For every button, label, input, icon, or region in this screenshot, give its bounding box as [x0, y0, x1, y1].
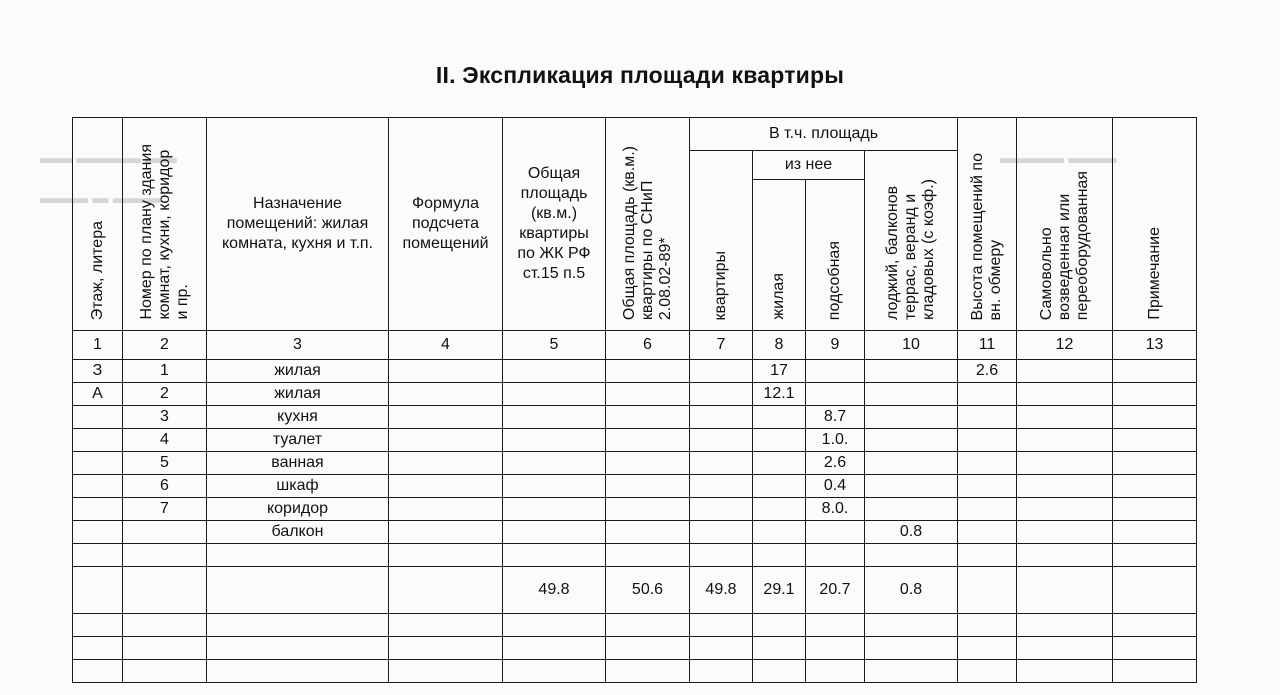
cell-col-5: [503, 406, 606, 429]
cell-col-11: [958, 475, 1017, 498]
table-row: [73, 429, 1197, 452]
cell-col-12: [1017, 429, 1113, 452]
table-row: [73, 498, 1197, 521]
cell-col-11: 11: [958, 331, 1017, 360]
cell-col-4: [389, 429, 503, 452]
cell-col-3: жилая: [207, 383, 389, 406]
cell-col-13: [1113, 498, 1197, 521]
cell-col-11: 2.6: [958, 360, 1017, 383]
cell-col-2: 2: [123, 383, 207, 406]
empty-row: [73, 660, 1197, 683]
cell-col-7: [690, 406, 753, 429]
header-apartment: квартиры: [690, 151, 753, 331]
cell-col-8: 12.1: [753, 383, 806, 406]
cell-col-4: [389, 452, 503, 475]
cell-col-1: [73, 452, 123, 475]
cell-col-8: [753, 498, 806, 521]
empty-row: [73, 637, 1197, 660]
cell-col-7: [690, 383, 753, 406]
cell-col-10: [865, 637, 958, 660]
cell-col-11: [958, 544, 1017, 567]
cell-col-5: [503, 383, 606, 406]
cell-col-13: [1113, 429, 1197, 452]
cell-col-6: [606, 360, 690, 383]
bleed-through-text: ▬▬▬ ▬ ▬▬▬: [40, 190, 161, 207]
table-row: [73, 452, 1197, 475]
cell-col-7: [690, 429, 753, 452]
cell-col-10: 0.8: [865, 521, 958, 544]
cell-col-7: 7: [690, 331, 753, 360]
cell-col-9: 0.4: [806, 475, 865, 498]
cell-col-2: [123, 614, 207, 637]
cell-col-2: 7: [123, 498, 207, 521]
cell-col-13: [1113, 475, 1197, 498]
cell-col-9: 20.7: [806, 567, 865, 614]
cell-col-9: [806, 521, 865, 544]
cell-col-11: [958, 567, 1017, 614]
header-note: Примечание: [1113, 118, 1197, 331]
bleed-through-text: ▬▬ ▬▬▬▬ ▬▬: [40, 150, 177, 167]
cell-col-4: [389, 383, 503, 406]
cell-col-3: [207, 614, 389, 637]
cell-col-10: [865, 383, 958, 406]
cell-col-12: [1017, 360, 1113, 383]
empty-row: [73, 614, 1197, 637]
header-living: жилая: [753, 180, 806, 331]
cell-col-8: [753, 521, 806, 544]
cell-col-13: 13: [1113, 331, 1197, 360]
cell-col-5: [503, 544, 606, 567]
cell-col-3: [207, 567, 389, 614]
cell-col-13: [1113, 660, 1197, 683]
cell-col-8: [753, 637, 806, 660]
cell-col-6: [606, 406, 690, 429]
page-title: II. Экспликация площади квартиры: [435, 62, 845, 88]
cell-col-11: [958, 452, 1017, 475]
cell-col-3: 3: [207, 331, 389, 360]
table-row: [73, 475, 1197, 498]
cell-col-11: [958, 614, 1017, 637]
cell-col-4: [389, 498, 503, 521]
cell-col-1: А: [73, 383, 123, 406]
cell-col-2: 3: [123, 406, 207, 429]
cell-col-8: [753, 452, 806, 475]
cell-col-1: [73, 475, 123, 498]
cell-col-5: [503, 429, 606, 452]
cell-col-1: [73, 567, 123, 614]
cell-col-12: [1017, 637, 1113, 660]
cell-col-8: 8: [753, 331, 806, 360]
cell-col-6: [606, 498, 690, 521]
cell-col-2: [123, 544, 207, 567]
cell-col-10: [865, 360, 958, 383]
cell-col-7: [690, 614, 753, 637]
cell-col-4: 4: [389, 331, 503, 360]
cell-col-3: кухня: [207, 406, 389, 429]
cell-col-2: [123, 637, 207, 660]
cell-col-6: [606, 429, 690, 452]
cell-col-11: [958, 637, 1017, 660]
cell-col-13: [1113, 406, 1197, 429]
cell-col-1: [73, 544, 123, 567]
cell-col-11: [958, 406, 1017, 429]
header-floor: Этаж, литера: [73, 118, 123, 331]
cell-col-10: 10: [865, 331, 958, 360]
cell-col-6: [606, 475, 690, 498]
cell-col-2: [123, 567, 207, 614]
cell-col-6: [606, 383, 690, 406]
cell-col-7: 49.8: [690, 567, 753, 614]
cell-col-1: [73, 521, 123, 544]
cell-col-10: [865, 544, 958, 567]
cell-col-11: [958, 521, 1017, 544]
cell-col-12: [1017, 452, 1113, 475]
cell-col-6: [606, 452, 690, 475]
header-height: Высота помещений по вн. обмеру: [958, 118, 1017, 331]
cell-col-3: [207, 544, 389, 567]
cell-col-13: [1113, 544, 1197, 567]
cell-col-9: [806, 383, 865, 406]
cell-col-3: туалет: [207, 429, 389, 452]
cell-col-7: [690, 360, 753, 383]
cell-col-1: З: [73, 360, 123, 383]
table-row: [73, 360, 1197, 383]
cell-col-6: [606, 637, 690, 660]
header-total-area-snip: Общая площадь (кв.м.) квартиры по СНиП 2.08.02-89*: [606, 118, 690, 331]
cell-col-7: [690, 637, 753, 660]
table-row: [73, 544, 1197, 567]
cell-col-7: [690, 475, 753, 498]
cell-col-2: 5: [123, 452, 207, 475]
cell-col-12: [1017, 475, 1113, 498]
cell-col-6: [606, 660, 690, 683]
cell-col-10: [865, 498, 958, 521]
cell-col-5: [503, 498, 606, 521]
cell-col-3: коридор: [207, 498, 389, 521]
cell-col-12: [1017, 498, 1113, 521]
cell-col-4: [389, 660, 503, 683]
cell-col-10: [865, 429, 958, 452]
cell-col-3: [207, 637, 389, 660]
cell-col-8: [753, 614, 806, 637]
cell-col-12: [1017, 614, 1113, 637]
cell-col-3: шкаф: [207, 475, 389, 498]
cell-col-8: 17: [753, 360, 806, 383]
cell-col-12: [1017, 521, 1113, 544]
cell-col-4: [389, 475, 503, 498]
cell-col-4: [389, 360, 503, 383]
table-row: [73, 383, 1197, 406]
cell-col-3: жилая: [207, 360, 389, 383]
cell-col-1: [73, 498, 123, 521]
cell-col-13: [1113, 360, 1197, 383]
cell-col-3: балкон: [207, 521, 389, 544]
cell-col-13: [1113, 567, 1197, 614]
header-of-it: из нее: [753, 151, 865, 180]
cell-col-7: [690, 498, 753, 521]
cell-col-3: [207, 660, 389, 683]
cell-col-6: [606, 521, 690, 544]
table-row: [73, 406, 1197, 429]
cell-col-8: [753, 660, 806, 683]
cell-col-9: [806, 637, 865, 660]
cell-col-8: [753, 429, 806, 452]
cell-col-11: [958, 429, 1017, 452]
cell-col-9: [806, 614, 865, 637]
cell-col-6: [606, 614, 690, 637]
cell-col-5: [503, 475, 606, 498]
cell-col-11: [958, 498, 1017, 521]
cell-col-12: 12: [1017, 331, 1113, 360]
cell-col-10: [865, 475, 958, 498]
cell-col-10: [865, 614, 958, 637]
cell-col-12: [1017, 383, 1113, 406]
cell-col-2: 1: [123, 360, 207, 383]
cell-col-5: [503, 660, 606, 683]
bleed-through-text: ▬▬▬▬ ▬▬▬: [1000, 150, 1117, 167]
cell-col-1: [73, 637, 123, 660]
cell-col-12: [1017, 544, 1113, 567]
cell-col-4: [389, 614, 503, 637]
cell-col-2: 2: [123, 331, 207, 360]
cell-col-4: [389, 521, 503, 544]
cell-col-1: [73, 660, 123, 683]
cell-col-5: [503, 614, 606, 637]
cell-col-1: [73, 614, 123, 637]
header-formula: Формула подсчета помещений: [389, 118, 503, 331]
cell-col-9: [806, 360, 865, 383]
cell-col-4: [389, 637, 503, 660]
cell-col-12: [1017, 406, 1113, 429]
totals-row: [73, 567, 1197, 614]
cell-col-8: [753, 406, 806, 429]
cell-col-5: [503, 360, 606, 383]
cell-col-3: ванная: [207, 452, 389, 475]
cell-col-6: 50.6: [606, 567, 690, 614]
cell-col-9: 1.0.: [806, 429, 865, 452]
cell-col-1: [73, 429, 123, 452]
cell-col-10: [865, 452, 958, 475]
cell-col-7: [690, 660, 753, 683]
cell-col-5: 5: [503, 331, 606, 360]
cell-col-8: 29.1: [753, 567, 806, 614]
cell-col-5: [503, 452, 606, 475]
cell-col-12: [1017, 660, 1113, 683]
header-including-area: В т.ч. площадь: [690, 118, 958, 151]
cell-col-8: [753, 475, 806, 498]
cell-col-9: 8.7: [806, 406, 865, 429]
cell-col-7: [690, 544, 753, 567]
cell-col-10: 0.8: [865, 567, 958, 614]
cell-col-5: [503, 637, 606, 660]
cell-col-8: [753, 544, 806, 567]
header-room-number: Номер по плану здания комнат, кухни, коридор и пр.: [123, 118, 207, 331]
cell-col-10: [865, 660, 958, 683]
header-auxiliary: подсобная: [806, 180, 865, 331]
header-total-area-zhk: Общая площадь (кв.м.) квартиры по ЖК РФ ст.15 п.5: [503, 118, 606, 331]
header-balconies: лоджий, балконов террас, веранд и кладовых (с коэф.): [865, 151, 958, 331]
cell-col-6: [606, 544, 690, 567]
cell-col-1: 1: [73, 331, 123, 360]
cell-col-9: 9: [806, 331, 865, 360]
cell-col-4: [389, 544, 503, 567]
cell-col-2: [123, 521, 207, 544]
cell-col-4: [389, 567, 503, 614]
cell-col-13: [1113, 383, 1197, 406]
cell-col-11: [958, 383, 1017, 406]
cell-col-6: 6: [606, 331, 690, 360]
column-number-row: [73, 331, 1197, 360]
cell-col-1: [73, 406, 123, 429]
table-row: [73, 521, 1197, 544]
cell-col-9: 2.6: [806, 452, 865, 475]
header-unauthorized: Самовольно возведенная или переоборудованная: [1017, 118, 1113, 331]
cell-col-7: [690, 521, 753, 544]
cell-col-5: 49.8: [503, 567, 606, 614]
cell-col-10: [865, 406, 958, 429]
cell-col-5: [503, 521, 606, 544]
explication-table: [72, 117, 1197, 683]
cell-col-2: 6: [123, 475, 207, 498]
cell-col-2: [123, 660, 207, 683]
cell-col-7: [690, 452, 753, 475]
cell-col-13: [1113, 614, 1197, 637]
cell-col-13: [1113, 521, 1197, 544]
cell-col-12: [1017, 567, 1113, 614]
cell-col-11: [958, 660, 1017, 683]
cell-col-2: 4: [123, 429, 207, 452]
cell-col-9: [806, 660, 865, 683]
cell-col-4: [389, 406, 503, 429]
cell-col-9: [806, 544, 865, 567]
cell-col-9: 8.0.: [806, 498, 865, 521]
cell-col-13: [1113, 452, 1197, 475]
cell-col-13: [1113, 637, 1197, 660]
header-purpose: Назначение помещений: жилая комната, кухня и т.п.: [207, 118, 389, 331]
